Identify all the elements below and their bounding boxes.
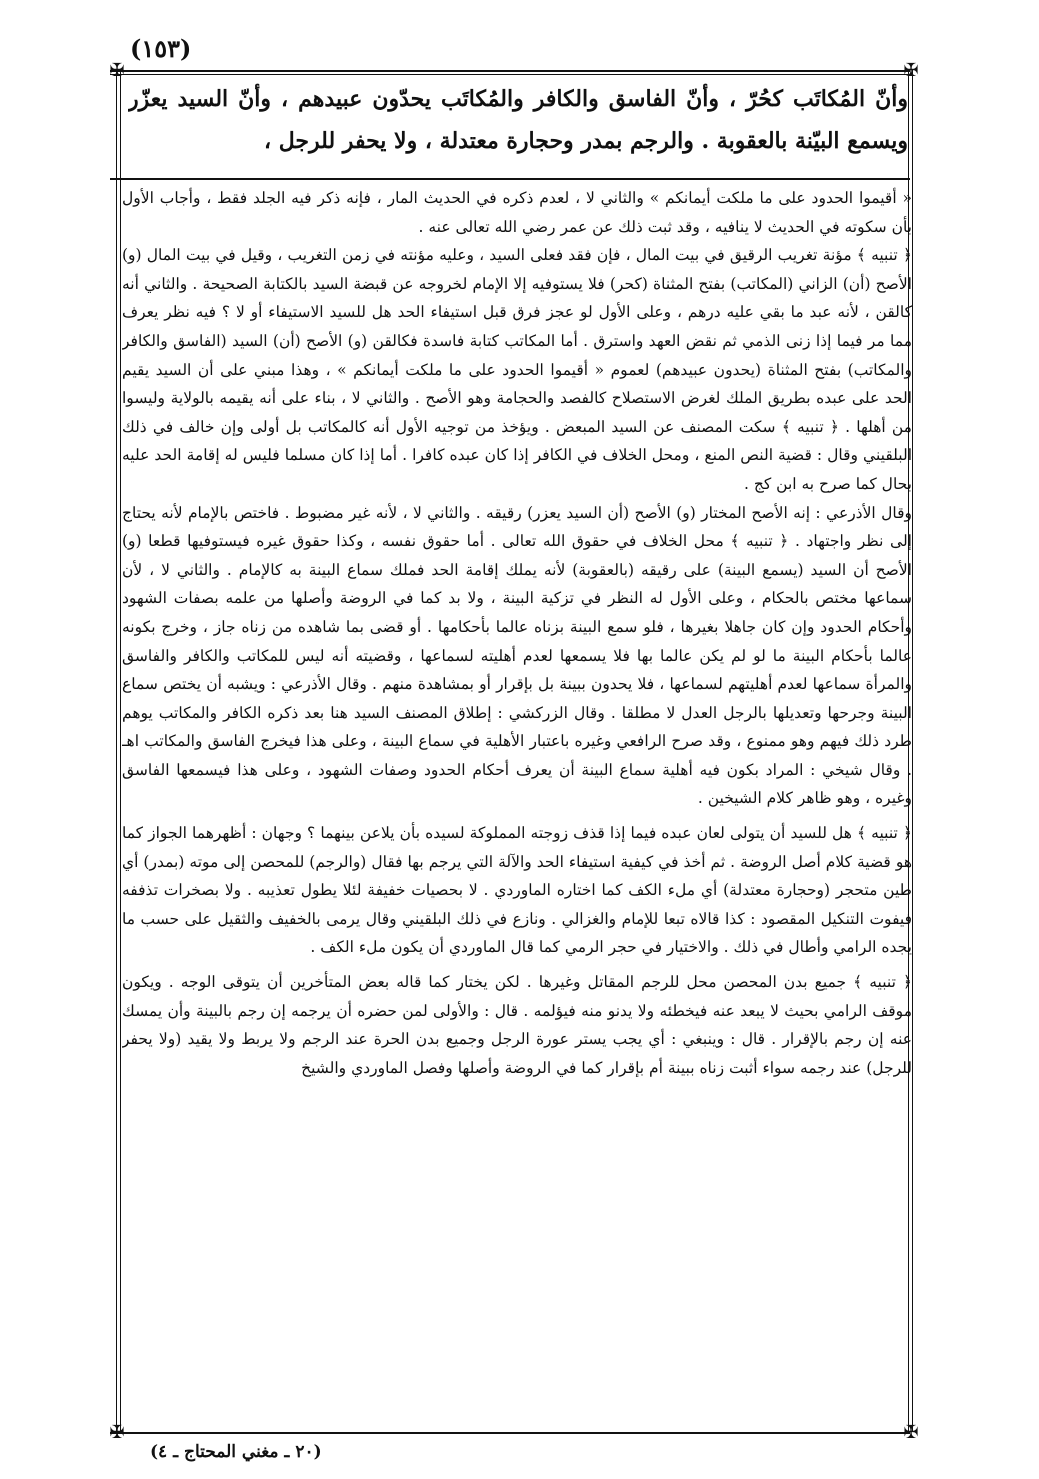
frame-right-rule-inner: [912, 70, 913, 1432]
commentary-paragraph: ﴿ تنبيه ﴾ جميع بدن المحصن محل للرجم المقاتل وغيرها . لكن يختار كما قاله بعض المتأخرين أن يتوقى الوجه . ويكون موقف الرامي بحيث لا يبعد عنه فيخطئه ولا يدنو منه فيؤلمه . قال : والأولى لمن حضره أن يرجمه إن رجم بالبينة وأن يمسك عنه إن رجم بالإقرار . قال : وينبغي : أي يجب يستر عورة الرجل وجميع بدن الحرة عند الرجم ولا يربط ولا يقيد (ولا يحفر للرجل) عند رجمه سواء أثبت زناه ببينة أم بإقرار كما في الروضة وأصلها وفصل الماوردي والشيخ: [122, 973, 912, 1077]
ornament-top-right-icon: ✠: [903, 60, 919, 81]
frame-top-rule: [110, 70, 910, 72]
matn-text: وأنّ المُكاتَب كحُرّ ، وأنّ الفاسق والكافر والمُكاتَب يحدّون عبيدهم ، وأنّ السيد يعزّر ويسمع البيّنة بالعقوبة . والرجم بمدر وحجارة معتدلة ، ولا يحفر للرجل ،: [128, 86, 908, 154]
sharh-commentary: [122, 184, 912, 1432]
frame-bottom-rule: [110, 1432, 910, 1434]
commentary-paragraph: ﴿ تنبيه ﴾ مؤنة تغريب الرقيق في بيت المال ، فإن فقد فعلى السيد ، وعليه مؤنته في زمن التغريب ، وقيل في بيت المال (و) الأصح (أن) الزاني (المكاتب) بفتح المثناة (كحر) فلا يستوفيه إلا الإمام لخروجه عن قبضة السيد بالكتابة الصحيحة . والثاني أنه كالقن ، لأنه عبد ما بقي عليه درهم ، وعلى الأول لو عجز فرق قبل استيفاء الحد هل للسيد الاستيفاء أو لا ؟ فيه نظر يعرف مما مر فيما إذا زنى الذمي ثم نقض العهد واسترق . أما المكاتب كتابة فاسدة فكالقن (و) الأصح (أن) السيد (الفاسق والكافر والمكاتب) بفتح المثناة (يحدون عبيدهم) لعموم « أقيموا الحدود على ما ملكت أيمانكم » ، وهذا مبني على أن السيد يقيم الحد على عبده بطريق الملك لغرض الاستصلاح كالفصد والحجامة وهو الأصح . والثاني لا ، بناء على أنه يقيمه بالولاية وليسوا من أهلها . ﴿ تنبيه ﴾ سكت المصنف عن السيد المبعض . ويؤخذ من توجيه الأول أنه كالمكاتب بل أولى وإن خالف في ذلك البلقيني وقال : قضية النص المنع ، ومحل الخلاف في الكافر إذا كان عبده كافرا . أما إذا كان مسلما فليس له إقامة الحد عليه بحال كما صرح به ابن كج .: [122, 246, 912, 493]
commentary-paragraph: ﴿ تنبيه ﴾ هل للسيد أن يتولى لعان عبده فيما إذا قذف زوجته المملوكة لسيده بأن يلاعن بينهما ؟ وجهان : أظهرهما الجواز كما هو قضية كلام أصل الروضة . ثم أخذ في كيفية استيفاء الحد والآلة التي يرجم بها فقال (والرجم) للمحصن إلى موته (بمدر) أي طين متحجر (وحجارة معتدلة) أي ملء الكف كما اختاره الماوردي . لا بحصيات خفيفة لئلا يطول تعذيبه . ولا بصخرات تذففه فيفوت التنكيل المقصود : كذا قالاه تبعا للإمام والغزالي . ونازع في ذلك البلقيني وقال يرمى بالخفيف والثقيل على حسب ما يجده الرامي وأطال في ذلك . والاختيار في حجر الرمي كما قال الماوردي أن يكون ملء الكف .: [122, 824, 912, 957]
ornament-bottom-left-icon: ✠: [109, 1422, 125, 1443]
signature-mark: (٢٠ ـ مغني المحتاج ـ ٤): [150, 1442, 322, 1462]
ornament-bottom-right-icon: ✠: [903, 1422, 919, 1443]
page-number: (١٥٣): [130, 34, 192, 63]
frame-left-rule-inner: [120, 70, 121, 1432]
commentary-paragraph: « أقيموا الحدود على ما ملكت أيمانكم » والثاني لا ، لعدم ذكره في الحديث المار ، فإنه ذكر فيه الجلد فقط ، وأجاب الأول بأن سكوته في الحديث لا ينافيه ، وقد ثبت ذلك عن عمر رضي الله تعالى عنه .: [122, 189, 912, 236]
frame-left-rule: [116, 70, 117, 1432]
frame-top-rule-inner: [110, 74, 910, 75]
frame-matn-bottom-rule: [110, 178, 910, 180]
commentary-paragraph: وقال الأذرعي : إنه الأصح المختار (و) الأصح (أن السيد يعزر) رقيقه . والثاني لا ، لأنه غير مضبوط . فاختص بالإمام لأنه يحتاج إلى نظر واجتهاد . ﴿ تنبيه ﴾ محل الخلاف في حقوق الله تعالى . أما حقوق نفسه ، وكذا حقوق غيره فيستوفيها قطعا (و) الأصح أن السيد (يسمع البينة) على رقيقه (بالعقوبة) لأنه يملك إقامة الحد فملك سماع البينة به كالإمام . والثاني لا ، لأن سماعها مختص بالحكام ، وعلى الأول له النظر في تزكية البينة ، ولا بد كما في الروضة وأصلها من علمه بصفات الشهود وأحكام الحدود وإن كان جاهلا بغيرها ، فلو سمع البينة بزناه عالما بأحكامها . أو قضى بما شاهده من زناه جاز ، وخرج بكونه عالما بأحكام البينة ما لو لم يكن عالما بها فلا يسمعها لعدم أهليته لسماعها ، وقضيته أنه ليس للمكاتب والكافر والفاسق والمرأة سماعها لعدم أهليتهم لسماعها ، فلا يحدون ببينة بل بإقرار أو بمشاهدة منهم . وقال الأذرعي : ويشبه أن يختص سماع البينة وجرحها وتعديلها بالرجل العدل لا مطلقا . وقال الزركشي : إطلاق المصنف السيد هنا بعد ذكره الكافر والمكاتب يوهم طرد ذلك فيهم وهو ممنوع ، وقد صرح الرافعي وغيره باعتبار الأهلية في سماع البينة ، وعلى هذا فيخرج الفاسق والمكاتب اهـ . وقال شيخي : المراد بكون فيه أهلية سماع البينة أن يعرف أحكام الحدود وصفات الشهود ، وعلى هذا فيسمعها الفاسق وغيره ، وهو ظاهر كلام الشيخين .: [122, 503, 912, 808]
ornament-top-left-icon: ✠: [109, 60, 125, 81]
